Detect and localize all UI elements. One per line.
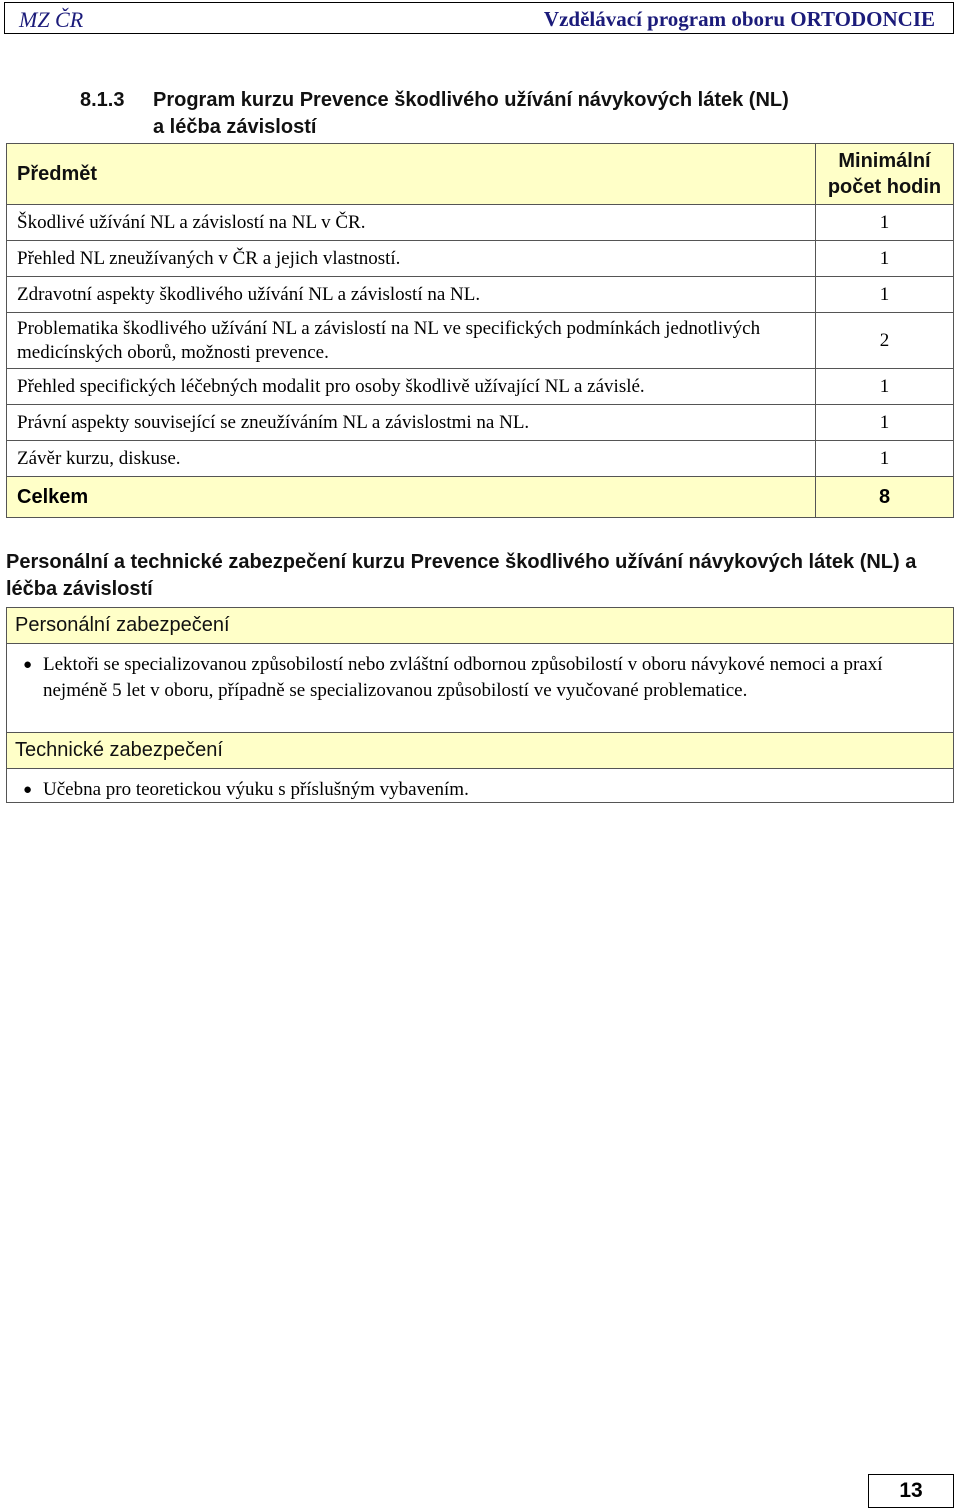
header-ministry: MZ ČR: [19, 7, 84, 32]
total-label: Celkem: [7, 477, 816, 518]
table-row: [7, 369, 954, 405]
table-row: [7, 241, 954, 277]
personnel-box: [6, 607, 954, 733]
list-item: [23, 777, 933, 803]
row-subject: Škodlivé užívání NL a závislostí na NL v ČR.: [7, 205, 816, 241]
table-total-row: [7, 477, 954, 518]
row-hours: 1: [816, 277, 954, 313]
technical-list: [7, 769, 953, 807]
row-subject: Přehled specifických léčebných modalit pro osoby škodlivě užívající NL a závislé.: [7, 369, 816, 405]
personnel-heading: Personální zabezpečení: [7, 608, 953, 644]
row-subject: Problematika škodlivého užívání NL a závislostí na NL ve specifických podmínkách jednotlivých medicínských oborů, možnosti prevence.: [7, 313, 816, 369]
bullet-icon: ●: [23, 782, 33, 798]
col-subject-header: Předmět: [7, 144, 816, 205]
list-item-text: Učebna pro teoretickou výuku s příslušným vybavením.: [43, 779, 469, 800]
table-row: [7, 441, 954, 477]
row-subject: Zdravotní aspekty škodlivého užívání NL a závislostí na NL.: [7, 277, 816, 313]
list-item-text: Lektoři se specializovanou způsobilostí nebo zvláštní odbornou způsobilostí v oboru návykové nemoci a praxí nejméně 5 let v oboru, případně se specializovanou způsobilostí ve vyučované problematice.: [43, 654, 883, 701]
course-table: [6, 143, 954, 518]
section-title-line2: a léčba závislostí: [153, 116, 317, 138]
list-item: [23, 652, 933, 704]
page-number: 13: [868, 1474, 954, 1508]
row-hours: 1: [816, 405, 954, 441]
row-hours: 1: [816, 241, 954, 277]
row-subject: Závěr kurzu, diskuse.: [7, 441, 816, 477]
table-row: [7, 405, 954, 441]
section-number: 8.1.3: [80, 89, 125, 111]
row-hours: 1: [816, 369, 954, 405]
col-hours-line2: počet hodin: [827, 176, 942, 198]
personnel-list: [7, 644, 953, 708]
col-hours-line1: Minimální: [838, 150, 931, 172]
header-program-title: Vzdělávací program oboru ORTODONCIE: [543, 7, 935, 31]
staffing-title: Personální a technické zabezpečení kurzu Prevence škodlivého užívání návykových látek (NL) a léčba závislostí: [6, 551, 917, 600]
bullet-icon: ●: [23, 657, 33, 673]
section-title: [80, 87, 900, 141]
row-hours: 1: [816, 441, 954, 477]
table-row: [7, 277, 954, 313]
row-subject: Přehled NL zneužívaných v ČR a jejich vlastností.: [7, 241, 816, 277]
technical-heading: Technické zabezpečení: [7, 733, 953, 769]
section-title-line1: Program kurzu Prevence škodlivého užívání návykových látek (NL): [153, 89, 789, 111]
row-subject: Právní aspekty související se zneužíváním NL a závislostmi na NL.: [7, 405, 816, 441]
page-header: [4, 2, 954, 34]
table-row: [7, 205, 954, 241]
total-hours: 8: [816, 477, 954, 518]
table-row: [7, 313, 954, 369]
table-header-row: [7, 144, 954, 205]
row-hours: 2: [816, 313, 954, 369]
row-hours: 1: [816, 205, 954, 241]
col-hours-header: [816, 144, 954, 205]
technical-box: [6, 732, 954, 803]
